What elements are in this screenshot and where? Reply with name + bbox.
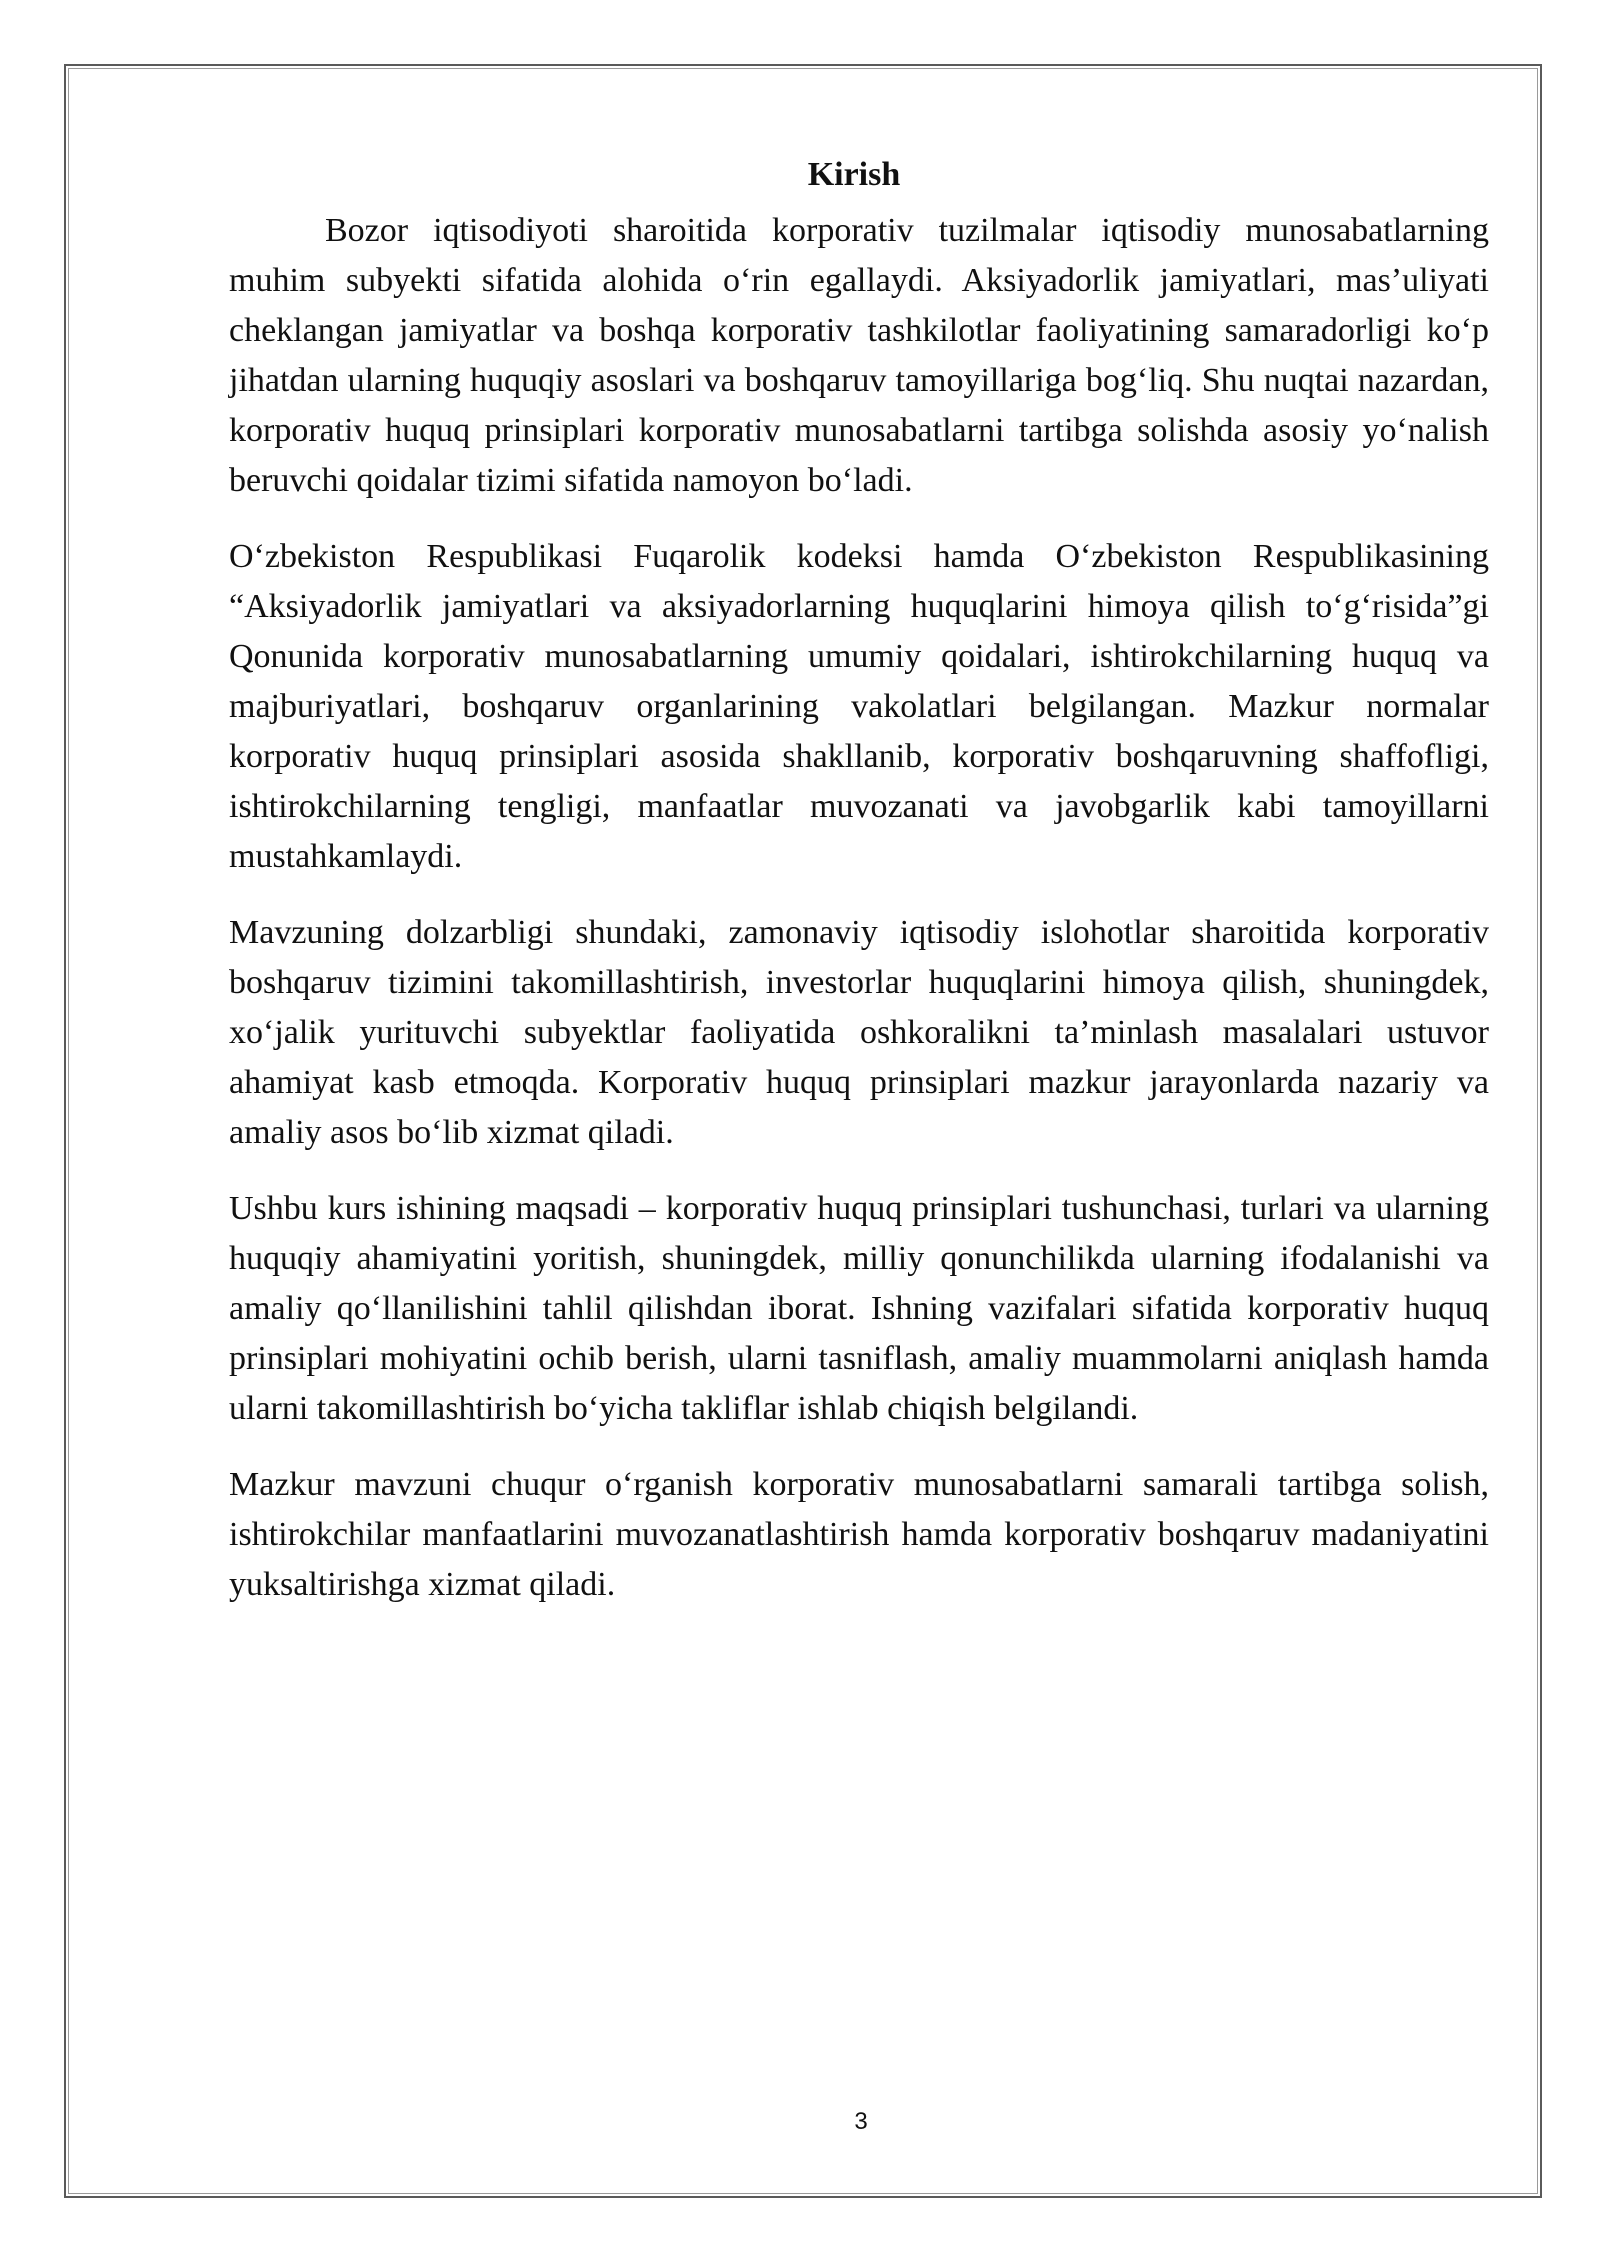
section-heading: Kirish bbox=[807, 156, 901, 193]
paragraph-legislation: O‘zbekiston Respublikasi Fuqarolik kodeksi hamda O‘zbekiston Respublikasining “Aksiyadorlik jamiyatlari va aksiyadorlarning huquqlarini himoya qilish to‘g‘risida”gi Qonunida korporativ munosabatlarning umumiy qoidalari, ishtirokchilarning huquq va majburiyatlari, boshqaruv organlarining vakolatlari belgilangan. Mazkur normalar korporativ huquq prinsiplari asosida shakllanib, korporativ boshqaruvning shaffofligi, ishtirokchilarning tengligi, manfaatlar muvozanati va javobgarlik kabi tamoyillarni mustahkamlaydi. bbox=[229, 538, 1489, 875]
document-body bbox=[229, 148, 1489, 1636]
paragraph-intro: Bozor iqtisodiyoti sharoitida korporativ tuzilmalar iqtisodiy munosabatlarning muhim subyekti sifatida alohida o‘rin egallaydi. Aksiyadorlik jamiyatlari, mas’uliyati cheklangan jamiyatlar va boshqa korporativ tashkilotlar faoliyatining samaradorligi ko‘p jihatdan ularning huquqiy asoslari va boshqaruv tamoyillariga bog‘liq. Shu nuqtai nazardan, korporativ huquq prinsiplari korporativ munosabatlarni tartibga solishda asosiy yo‘nalish beruvchi qoidalar tizimi sifatida namoyon bo‘ladi. bbox=[229, 212, 1489, 499]
page-number: 3 bbox=[854, 2108, 868, 2135]
paragraph-goal: Ushbu kurs ishining maqsadi – korporativ huquq prinsiplari tushunchasi, turlari va ularning huquqiy ahamiyatini yoritish, shuningdek, milliy qonunchilikda ularning ifodalanishi va amaliy qo‘llanilishini tahlil qilishdan iborat. Ishning vazifalari sifatida korporativ huquq prinsiplari mohiyatini ochib berish, ularni tasniflash, amaliy muammolarni aniqlash hamda ularni takomillashtirish bo‘yicha takliflar ishlab chiqish belgilandi. bbox=[229, 1190, 1489, 1427]
paragraph-conclusion: Mazkur mavzuni chuqur o‘rganish korporativ munosabatlarni samarali tartibga solish, ishtirokchilar manfaatlarini muvozanatlashtirish hamda korporativ boshqaruv madaniyatini yuksaltirishga xizmat qiladi. bbox=[229, 1466, 1489, 1603]
paragraph-relevance: Mavzuning dolzarbligi shundaki, zamonaviy iqtisodiy islohotlar sharoitida korporativ boshqaruv tizimini takomillashtirish, investorlar huquqlarini himoya qilish, shuningdek, xo‘jalik yurituvchi subyektlar faoliyatida oshkoralikni ta’minlash masalalari ustuvor ahamiyat kasb etmoqda. Korporativ huquq prinsiplari mazkur jarayonlarda nazariy va amaliy asos bo‘lib xizmat qiladi. bbox=[229, 914, 1489, 1151]
